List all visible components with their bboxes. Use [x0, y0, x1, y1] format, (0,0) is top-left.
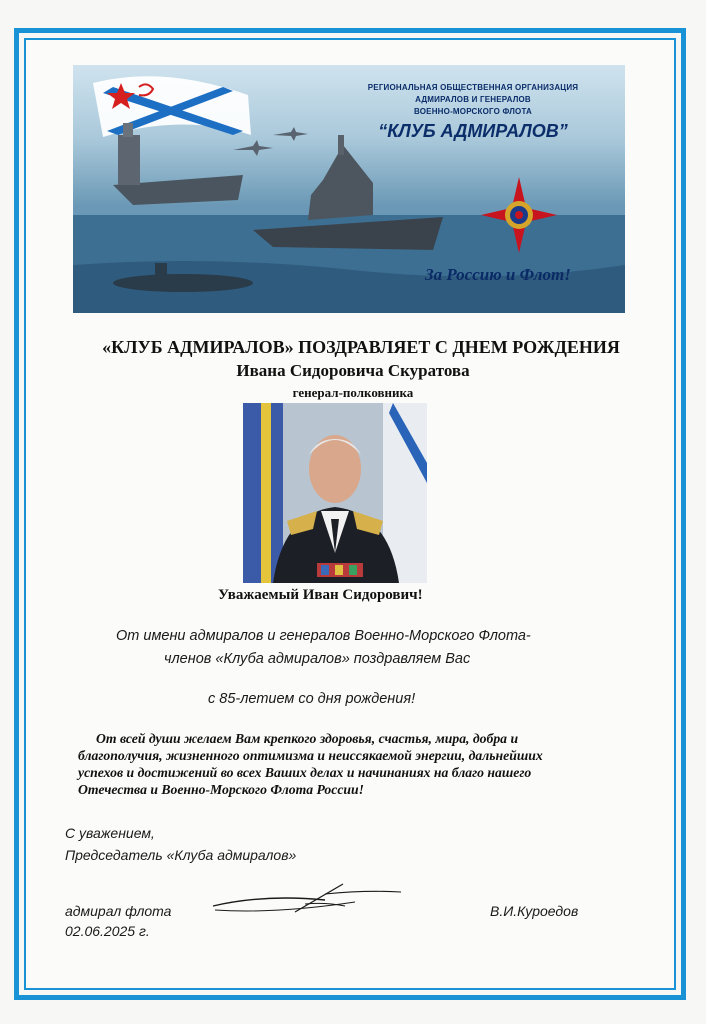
signatory-position: адмирал флота [65, 903, 172, 919]
org-name-line-1: РЕГИОНАЛЬНАЯ ОБЩЕСТВЕННАЯ ОРГАНИЗАЦИЯ [367, 83, 579, 92]
portrait-photo [243, 403, 427, 583]
intro-line-1: От имени адмиралов и генералов Военно-Морского Флота- [116, 628, 531, 644]
wishes-line: От всей души желаем Вам крепкого здоровья, счастья, мира, добра и [96, 731, 519, 746]
battlecruiser-icon [253, 135, 443, 250]
honoree-rank: генерал-полковника [292, 385, 414, 400]
signatory-name: В.И.Куроедов [490, 903, 579, 919]
congratulation-title: «КЛУБ АДМИРАЛОВ» ПОЗДРАВЛЯЕТ С ДНЕМ РОЖДЕНИЯ [102, 337, 620, 357]
greeting: Уважаемый Иван Сидорович! [218, 587, 423, 603]
org-name-line-3: ВОЕННО-МОРСКОГО ФЛОТА [413, 107, 533, 116]
motto: За Россию и Флот! [425, 265, 571, 284]
wishes-line: успехов и достижений во всех Ваших делах и начинаниях на благо нашего [78, 765, 532, 780]
regards: С уважением, [65, 825, 155, 841]
naval-flag-icon [93, 76, 251, 137]
letter-date: 02.06.2025 г. [65, 923, 150, 939]
anniversary-line: с 85-летием со дня рождения! [208, 691, 416, 707]
header-banner [73, 65, 625, 313]
honoree-name: Ивана Сидоровича Скуратова [236, 361, 470, 380]
aircraft-carrier-icon [113, 123, 243, 205]
handwritten-signature-icon [205, 880, 405, 920]
org-name-line-2: АДМИРАЛОВ И ГЕНЕРАЛОВ [415, 95, 531, 104]
portrait-icon [243, 403, 427, 583]
wishes-paragraph [78, 730, 626, 798]
club-name: “КЛУБ АДМИРАЛОВ” [378, 121, 568, 141]
chairman-title: Председатель «Клуба адмиралов» [65, 847, 297, 863]
intro-line-2: членов «Клуба адмиралов» поздравляем Вас [164, 651, 471, 667]
wishes-line: Отечества и Военно-Морского Флота России! [78, 782, 364, 797]
wishes-line: благополучия, жизненного оптимизма и неиссякаемой энергии, дальнейших [78, 748, 543, 763]
